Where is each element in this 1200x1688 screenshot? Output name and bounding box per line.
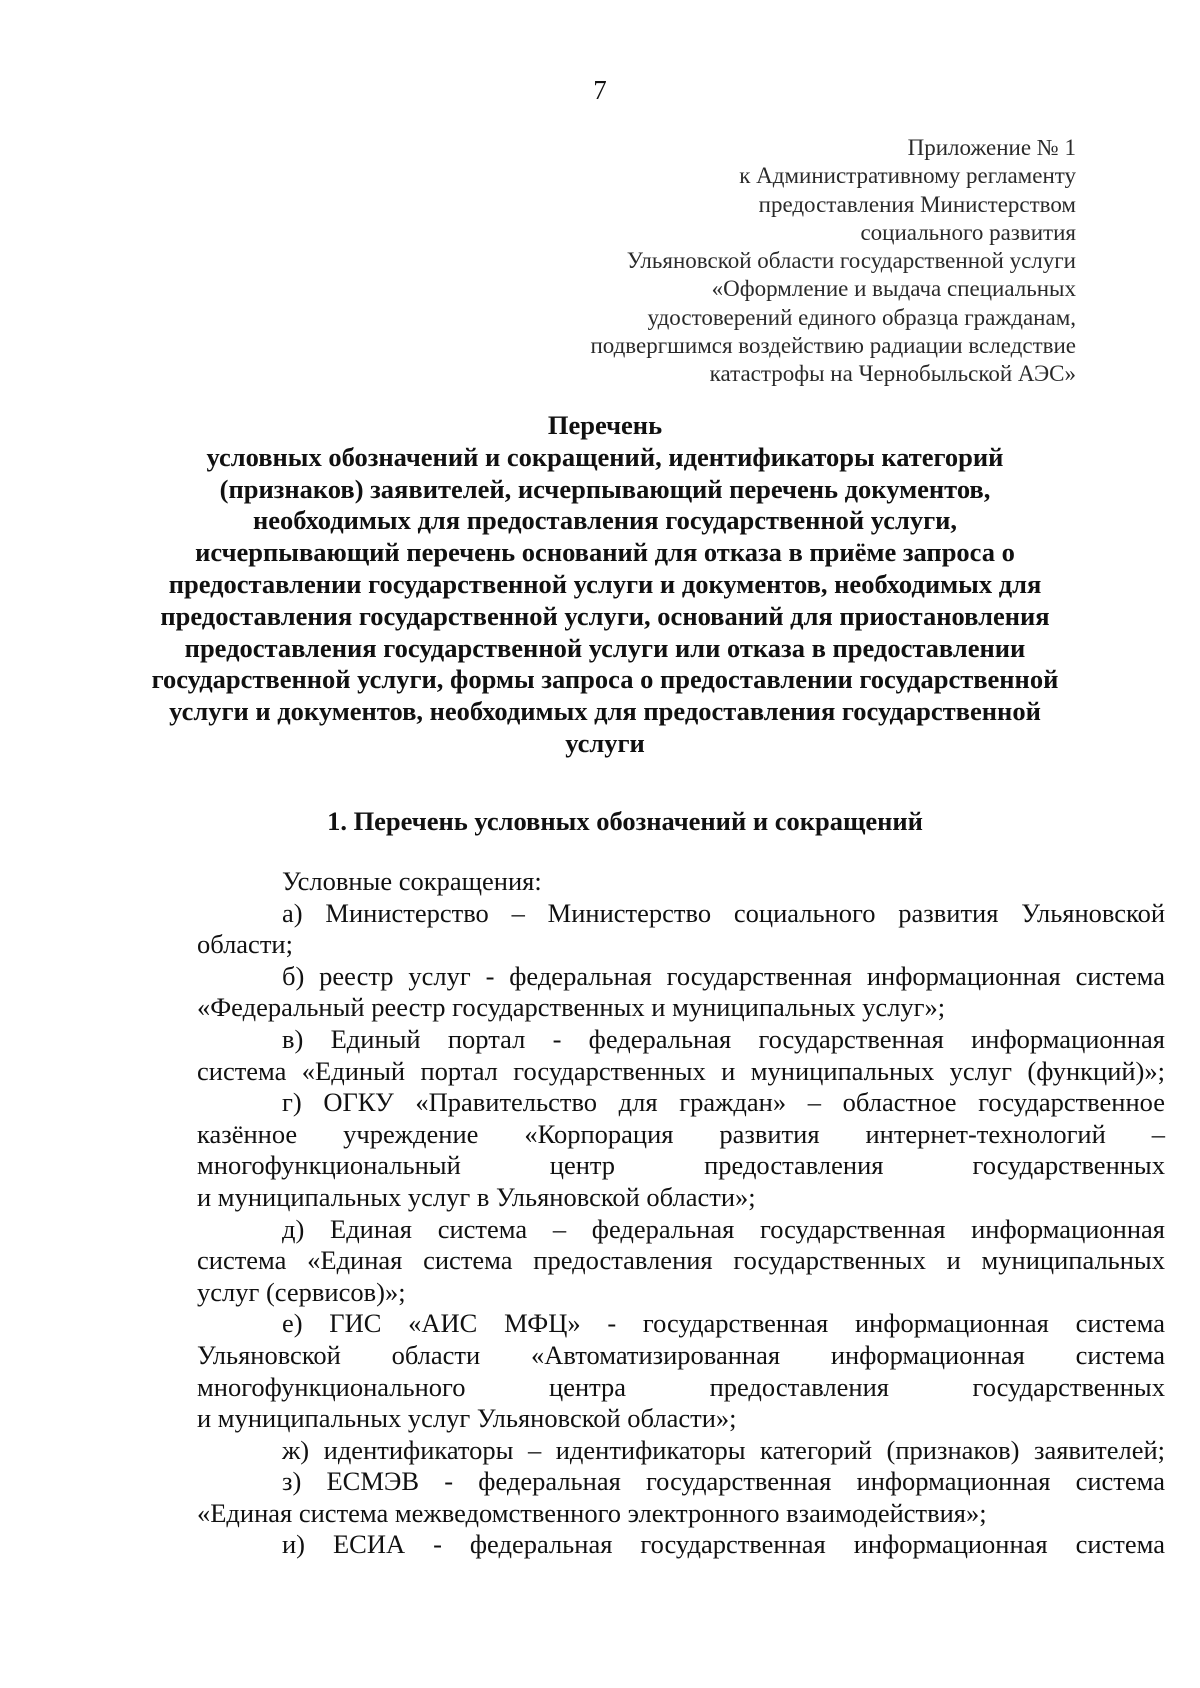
appendix-line: предоставления Министерством [758, 191, 1076, 217]
appendix-line: катастрофы на Чернобыльской АЭС» [709, 361, 1076, 387]
body-line: а) Министерство – Министерство социального развития Ульяновской [282, 897, 1165, 928]
appendix-line: социального развития [860, 219, 1076, 245]
heading-line: услуги [565, 727, 645, 758]
page-number: 7 [593, 75, 607, 105]
body-line: и муниципальных услуг в Ульяновской области»; [197, 1181, 756, 1212]
body-line: многофункционального центра предоставления государственных [197, 1371, 1165, 1402]
heading-line: услуги и документов, необходимых для предоставления государственной [169, 696, 1041, 727]
body-line: и муниципальных услуг Ульяновской области»; [197, 1403, 737, 1434]
body-line: казённое учреждение «Корпорация развития интернет-технологий – [197, 1118, 1165, 1149]
body-line: многофункциональный центр предоставления государственных [197, 1150, 1165, 1181]
body-line: е) ГИС «АИС МФЦ» - государственная информационная система [282, 1308, 1165, 1339]
appendix-line: подвергшимся воздействию радиации вследствие [590, 333, 1076, 359]
appendix-note [516, 134, 1076, 389]
body-line: «Федеральный реестр государственных и муниципальных услуг»; [197, 992, 946, 1023]
heading-line: предоставлении государственной услуги и документов, необходимых для [168, 568, 1042, 599]
heading-line: условных обозначений и сокращений, идентификаторы категорий [206, 441, 1004, 472]
section-body [197, 866, 1165, 1561]
appendix-line: Приложение № 1 [907, 135, 1076, 160]
heading-line: предоставления государственной услуги, оснований для приостановления [160, 600, 1050, 631]
body-line: и) ЕСИА - федеральная государственная информационная система [282, 1529, 1165, 1560]
body-line: «Единая система межведомственного электронного взаимодействия»; [197, 1497, 987, 1528]
body-line: области; [197, 929, 293, 960]
appendix-line: «Оформление и выдача специальных [711, 276, 1076, 302]
heading-line: исчерпывающий перечень оснований для отказа в приёме запроса о [195, 537, 1015, 568]
body-line: в) Единый портал - федеральная государственная информационная [282, 1023, 1165, 1054]
heading-line: государственной услуги, формы запроса о предоставлении государственной [151, 664, 1059, 695]
body-line: д) Единая система – федеральная государственная информационная [282, 1213, 1165, 1244]
body-line: система «Единая система предоставления государственных и муниципальных [197, 1245, 1165, 1276]
body-line: Условные сокращения: [282, 866, 542, 896]
appendix-line: удостоверений единого образца гражданам, [647, 304, 1076, 330]
heading-line: необходимых для предоставления государственной услуги, [252, 505, 958, 536]
appendix-line: Ульяновской области государственной услуги [626, 248, 1076, 274]
heading-line: (признаков) заявителей, исчерпывающий перечень документов, [219, 473, 991, 504]
body-line: б) реестр услуг - федеральная государственная информационная система [282, 960, 1165, 991]
appendix-line: к Административному регламенту [739, 163, 1076, 189]
heading-line: Перечень [547, 410, 663, 440]
body-line: услуг (сервисов)»; [197, 1276, 406, 1307]
body-line: г) ОГКУ «Правительство для граждан» – областное государственное [282, 1087, 1165, 1118]
heading-line: предоставления государственной услуги или отказа в предоставлении [184, 632, 1026, 663]
section-title: 1. Перечень условных обозначений и сокращений [327, 806, 923, 836]
document-heading [150, 410, 1060, 760]
body-line: ж) идентификаторы – идентификаторы категорий (признаков) заявителей; [282, 1434, 1165, 1465]
body-line: система «Единый портал государственных и муниципальных услуг (функций)»; [197, 1055, 1165, 1086]
body-line: Ульяновской области «Автоматизированная информационная система [197, 1339, 1165, 1370]
body-line: з) ЕСМЭВ - федеральная государственная информационная система [282, 1466, 1165, 1497]
